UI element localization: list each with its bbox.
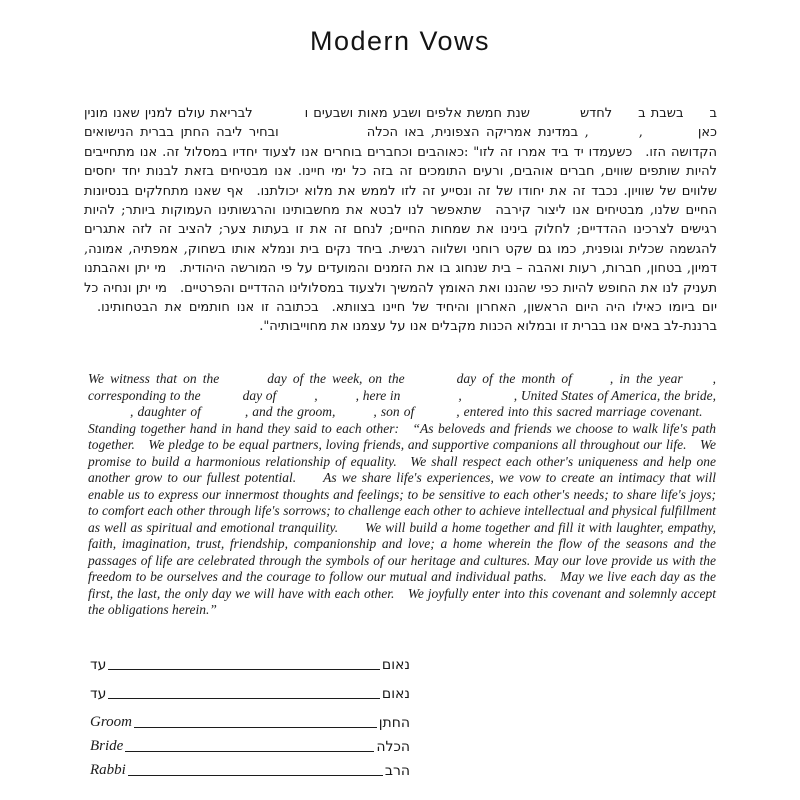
fill-in-blank bbox=[683, 115, 709, 117]
declared-by-label-hebrew: נאום bbox=[381, 657, 410, 673]
signature-line bbox=[108, 669, 380, 670]
fill-in-blank bbox=[530, 115, 580, 117]
document-title: Modern Vows bbox=[309, 26, 491, 56]
signature-line bbox=[128, 775, 383, 776]
fill-in-blank bbox=[253, 115, 305, 117]
signature-row-groom bbox=[90, 711, 410, 731]
signature-block bbox=[90, 653, 410, 783]
signature-row-rabbi bbox=[90, 759, 410, 779]
rabbi-label-hebrew: הרב bbox=[384, 763, 410, 779]
fill-in-blank bbox=[400, 398, 458, 400]
witness-label-hebrew: עד bbox=[90, 686, 107, 702]
fill-in-blank bbox=[414, 414, 456, 416]
fill-in-blank bbox=[405, 381, 457, 383]
fill-in-blank bbox=[279, 134, 367, 136]
fill-in-blank bbox=[276, 398, 314, 400]
fill-in-blank bbox=[683, 381, 713, 383]
fill-in-blank bbox=[643, 134, 698, 136]
rabbi-label: Rabbi bbox=[90, 762, 126, 778]
fill-in-blank bbox=[612, 115, 638, 117]
signature-line bbox=[108, 698, 380, 699]
fill-in-blank bbox=[201, 398, 243, 400]
signature-line bbox=[134, 727, 377, 728]
bride-label: Bride bbox=[90, 738, 124, 754]
groom-label: Groom bbox=[90, 714, 132, 730]
fill-in-blank bbox=[219, 381, 267, 383]
fill-in-blank bbox=[462, 398, 514, 400]
fill-in-blank bbox=[572, 381, 610, 383]
groom-label-hebrew: החתן bbox=[378, 715, 410, 731]
witness-label-hebrew: עד bbox=[90, 657, 107, 673]
hebrew-text-paragraph: בבשבת בלחדששנת חמשת אלפים ושבע מאות ושבעים ולבריאת עולם למנין שאנו מונין כאן,, במדינת אמריקה הצפונית, באו הכלהובחיר ליבה החתן בברית הנישואים הקדושה הזו. כשעמדו יד ביד אמרו זה לזו" :כאוהבים וכחברים בוחרים אנו לצעוד יחדיו במסלול זה. אנו מתחייבים להיות שותפים שווים, חברים אוהבים, ורעים התומכים זה בזה כל ימי חיינו. אנו מבטיחים בזאת לבנות יחד יחסים שלווים של שוויון. נכבד זה את יחודו של זה ונסייע זה לזו לממש את מלוא יכולתנו. אף שאנו מתחלקים בנסיונות החיים שלנו, מבטיחים אנו ליצור קירבהשתאפשר לנו לבטא את מחשבותינו והרגשותינו העמוקות ביותר; להיות רגישים לצרכינו ההדדיים; לחלוק בינינו את שמחות החיים; לנחם זה את זו בעתות צער; להציב זה לזה אתגרים להגשמה שכלית וגופנית, כמו גם שקט רוחני ושלווה רגשית. ביחד נקים בית ונמלא אותו בשחוק, אמפתיה, אמונה, דמיון, בטחון, חברות, רעות ואהבה – בית שנחוג בו את הזמנים והמועדים על פי המורשה היהודית. מי יתן ואהבתנו תעניק לנו את החופש להיות כפי שהננו ואת האומץ להמשיך ולצעוד במסלולינו ההדדיים והפרטיים. מי יתן ונחיה כל יום ביומו כאילו היה היום הראשון, האחרון והיחיד של חיינו בצוותא. בכתובה זו אנו חותמים את הבטחותינו. ברננת-לב באים אנו בברית זו ובמלוא הכנות מקבלים אנו על עצמנו את מחוייבותיה". bbox=[84, 106, 717, 335]
english-text-paragraph: We witness that on the day of the week, on the day of the month of , in the year , corresponding to the day of , , here in , , United States of America, the bride,, daughter of , and the groom, , son of , entered into this sacred marriage covenant. Standing together hand in hand they said to each other: “As beloveds and friends we choose to walk life's path together. We pledge to be equal partners, loving friends, and supportive companions all throughout our life. We promise to build a harmonious relationship of equality. We shall respect each other's uniqueness and help one another grow to our fullest potential. As we share life's experiences, we vow to create an intimacy that will enable us to express our innermost thoughts and feelings; to be sensitive to each other's needs; to share life's joys; to comfort each other through life's sorrows; to challenge each other to achieve intellectual and physical fulfillment as well as spiritual and emotional tranquility. We will build a home together and fill it with laughter, empathy, faith, imagination, trust, friendship, companionship and love; a home wherein the flow of the seasons and the passages of life are celebrated through the symbols of our heritage and cultures. May our love provide us with the freedom to be ourselves and the courage to follow our mutual and individual paths. May we live each day as the first, the last, the only day we will have with each other. We joyfully enter into this covenant and solemnly accept the obligations herein.” bbox=[88, 371, 716, 617]
fill-in-blank bbox=[589, 134, 639, 136]
fill-in-blank bbox=[335, 414, 373, 416]
fill-in-blank bbox=[88, 414, 130, 416]
bride-label-hebrew: הכלה bbox=[376, 739, 410, 755]
fill-in-blank bbox=[201, 414, 245, 416]
fill-in-blank bbox=[318, 398, 356, 400]
signature-row-witness-2 bbox=[90, 682, 410, 702]
signature-row-bride bbox=[90, 735, 410, 755]
fill-in-blank bbox=[481, 212, 495, 214]
signature-row-witness-1 bbox=[90, 653, 410, 673]
declared-by-label-hebrew: נאום bbox=[381, 686, 410, 702]
signature-line bbox=[125, 751, 374, 752]
